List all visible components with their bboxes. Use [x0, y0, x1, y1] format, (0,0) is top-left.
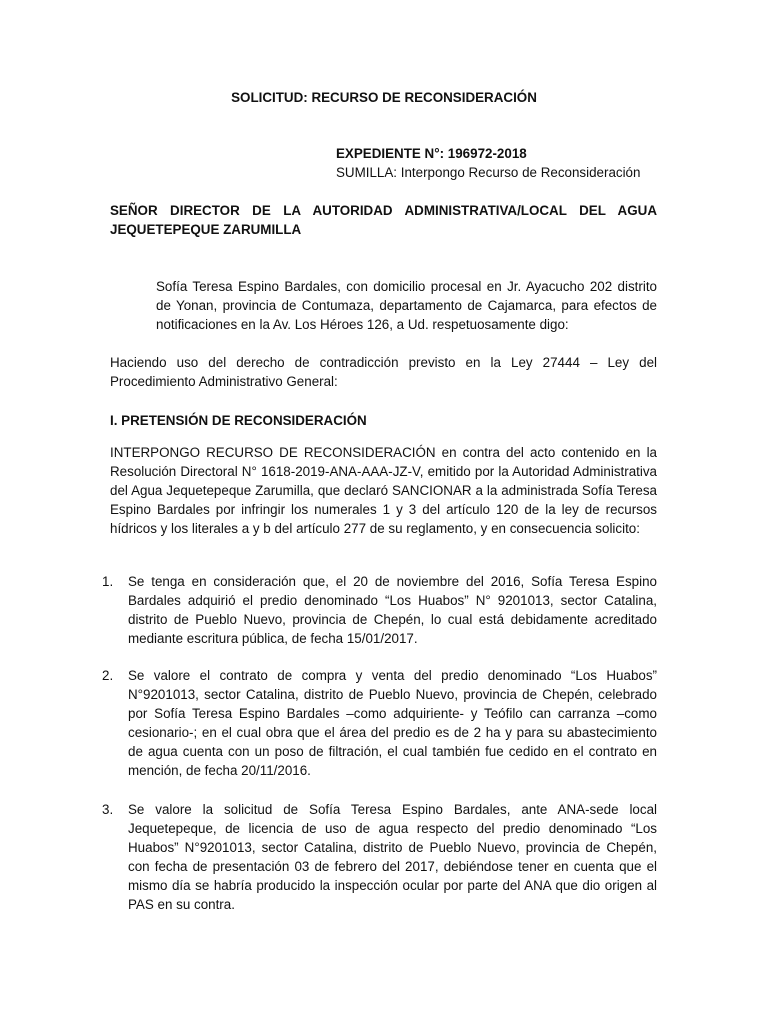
list-item-text: Se valore la solicitud de Sofía Teresa Espino Bardales, ante ANA-sede local Jequetepeque, de licencia de uso de agua respecto del predio denominado “Los Huabos” N°9201013, sector Catalina, distrito de Pueblo Nuevo, provincia de Chepén, con fecha de presentación 03 de febrero del 2017, debiéndose tener en cuenta que el mismo día se habría producido la inspección ocular por parte del ANA que dio origen al PAS en su contra. — [128, 802, 657, 912]
list-item — [102, 666, 657, 780]
addressee-heading: SEÑOR DIRECTOR DE LA AUTORIDAD ADMINISTRATIVA/LOCAL DEL AGUA JEQUETEPEQUE ZARUMILLA — [110, 203, 657, 237]
claim-paragraph: INTERPONGO RECURSO DE RECONSIDERACIÓN en contra del acto contenido en la Resolución Directoral N° 1618-2019-ANA-AAA-JZ-V, emitido por la Autoridad Administrativa del Agua Jequetepeque Zarumilla, que declaró SANCIONAR a la administrada Sofía Teresa Espino Bardales por infringir los numerales 1 y 3 del artículo 120 de la ley de recursos hídricos y los literales a y b del artículo 277 de su reglamento, y en consecuencia solicito: — [110, 445, 657, 536]
document-title: SOLICITUD: RECURSO DE RECONSIDERACIÓN — [231, 90, 537, 105]
expediente-value: 196972-2018 — [447, 146, 527, 161]
case-metadata — [336, 144, 640, 182]
list-item-number: 3. — [102, 802, 114, 817]
list-item — [102, 800, 657, 914]
expediente-line — [336, 144, 640, 163]
legal-basis-paragraph: Haciendo uso del derecho de contradicción previsto en la Ley 27444 – Ley del Procedimiento Administrativo General: — [110, 355, 657, 389]
sumilla-label: SUMILLA: — [336, 165, 398, 180]
list-item-number: 1. — [102, 574, 114, 589]
intro-paragraph: Sofía Teresa Espino Bardales, con domicilio procesal en Jr. Ayacucho 202 distrito de Yonan, provincia de Contumaza, departamento de Cajamarca, para efectos de notificaciones en la Av. Los Héroes 126, a Ud. respetuosamente digo: — [156, 279, 657, 332]
sumilla-line — [336, 163, 640, 182]
list-item-text: Se tenga en consideración que, el 20 de noviembre del 2016, Sofía Teresa Espino Bardales adquirió el predio denominado “Los Huabos” N° 9201013, sector Catalina, distrito de Pueblo Nuevo, provincia de Chepén, lo cual está debidamente acreditado mediante escritura pública, de fecha 15/01/2017. — [128, 574, 657, 646]
list-item-text: Se valore el contrato de compra y venta del predio denominado “Los Huabos” N°9201013, sector Catalina, distrito de Pueblo Nuevo, provincia de Chepén, celebrado por Sofía Teresa Espino Bardales –como adquiriente- y Teófilo can carranza –como cesionario-; en el cual obra que el área del predio es de 2 ha y para su abastecimiento de agua cuenta con un poso de filtración, el cual también fue cedido en el contrato en mención, de fecha 20/11/2016. — [128, 668, 657, 778]
expediente-label: EXPEDIENTE N°: — [336, 146, 445, 161]
list-item-number: 2. — [102, 668, 114, 683]
sumilla-value: Interpongo Recurso de Reconsideración — [400, 165, 641, 180]
list-item — [102, 572, 657, 648]
section-heading: I. PRETENSIÓN DE RECONSIDERACIÓN — [110, 413, 367, 428]
